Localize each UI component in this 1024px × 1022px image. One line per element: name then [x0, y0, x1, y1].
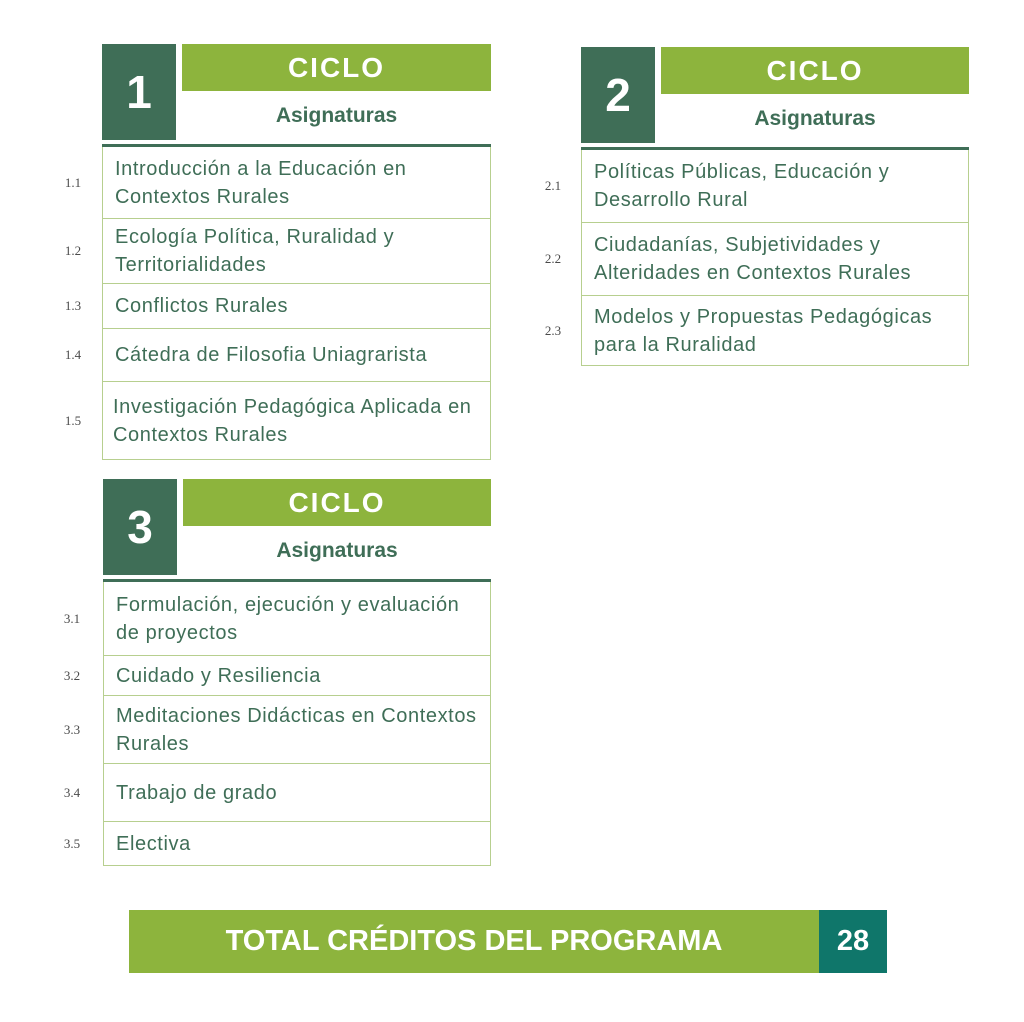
subject-name: Cuidado y Resiliencia: [116, 664, 321, 687]
cycle-header: [102, 44, 491, 147]
cycle-2: [544, 47, 969, 366]
subject-row: [63, 696, 490, 764]
subject-code: 3.3: [63, 721, 81, 737]
subject-code: 1.4: [64, 347, 82, 362]
subject-row: [64, 329, 490, 382]
subject-code: 1.3: [64, 298, 82, 313]
subject-row: [64, 219, 490, 284]
subject-code: 2.3: [544, 322, 562, 338]
subject-row: [63, 656, 490, 696]
total-credits-banner: [129, 910, 887, 973]
ciclo-title: CICLO: [661, 47, 969, 94]
subject-row: [544, 296, 968, 366]
total-credits-value: 28: [819, 910, 887, 973]
subject-code: 1.5: [64, 412, 82, 428]
subject-name: Ecología Política, Ruralidad y Territorialidades: [115, 226, 395, 276]
subject-code: 3.2: [63, 667, 81, 683]
ciclo-title: CICLO: [183, 479, 491, 526]
subject-name: Conflictos Rurales: [115, 295, 289, 317]
subject-row: [544, 223, 968, 296]
total-credits-label: TOTAL CRÉDITOS DEL PROGRAMA: [129, 910, 819, 973]
cycle-header: [103, 479, 491, 582]
cycle-3: [63, 479, 491, 866]
subject-list: [64, 147, 491, 460]
asignaturas-heading: Asignaturas: [754, 107, 876, 130]
cycle-1: [64, 44, 491, 460]
subject-code: 3.5: [63, 835, 81, 851]
cycle-number: 1: [102, 44, 176, 140]
subject-name: Políticas Públicas, Educación y Desarrollo Rural: [594, 161, 890, 211]
subject-row: [63, 822, 490, 866]
subject-row: [64, 284, 490, 329]
asignaturas-heading: Asignaturas: [276, 539, 398, 562]
subject-name: Introducción a la Educación en Contextos Rurales: [115, 157, 407, 208]
cycle-number: 3: [103, 479, 177, 575]
subject-code: 3.1: [63, 610, 81, 626]
asignaturas-heading: Asignaturas: [275, 104, 398, 127]
subject-code: 1.1: [64, 174, 82, 190]
cycle-number: 2: [581, 47, 655, 143]
subject-row: [64, 382, 490, 460]
ciclo-title: CICLO: [182, 44, 491, 91]
subject-list: [544, 150, 969, 366]
subject-row: [544, 150, 968, 223]
subject-name: Cátedra de Filosofia Uniagrarista: [115, 344, 428, 366]
subject-name: Trabajo de grado: [116, 781, 278, 804]
cycle-header: [581, 47, 969, 150]
subject-name: Ciudadanías, Subjetividades y Alteridades en Contextos Rurales: [594, 234, 912, 284]
subject-name: Meditaciones Didácticas en Contextos Rurales: [116, 704, 477, 755]
subject-code: 3.4: [63, 784, 81, 800]
subject-list: [63, 582, 491, 866]
subject-row: [64, 147, 490, 219]
subject-name: Investigación Pedagógica Aplicada en Contextos Rurales: [113, 395, 472, 446]
subject-name: Formulación, ejecución y evaluación de proyectos: [116, 593, 460, 644]
subject-row: [63, 764, 490, 822]
subject-name: Modelos y Propuestas Pedagógicas para la Ruralidad: [594, 305, 933, 356]
subject-code: 2.2: [544, 251, 562, 266]
subject-row: [63, 582, 490, 656]
subject-code: 1.2: [64, 243, 82, 258]
subject-code: 2.1: [544, 178, 562, 193]
subject-name: Electiva: [116, 832, 191, 855]
